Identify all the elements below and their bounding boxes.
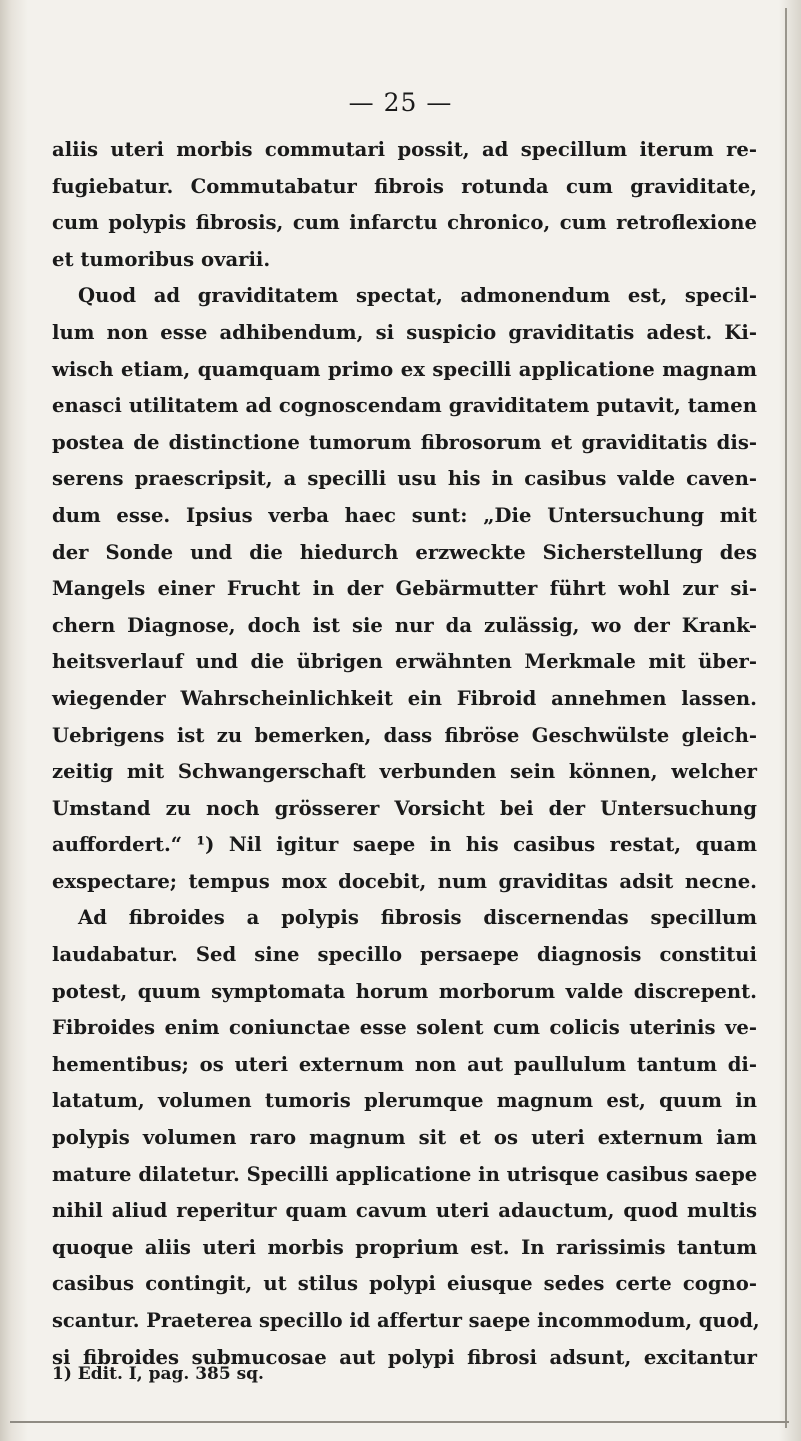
text-line: aliis uteri morbis commutari possit, ad specillum iterum re- [52, 138, 757, 161]
page-shadow-right [779, 0, 801, 1441]
page-edge-right [785, 8, 787, 1428]
text-line: heitsverlauf und die übrigen erwähnten Merkmale mit über- [52, 650, 757, 674]
page-number: — 25 — [348, 88, 453, 117]
text-line: exspectare; tempus mox docebit, num graviditas adsit necne. [52, 869, 757, 893]
text-line: casibus contingit, ut stilus polypi eiusque sedes certe cogno- [52, 1272, 757, 1296]
text-line: wisch etiam, quamquam primo ex specilli applicatione magnam [52, 357, 757, 381]
text-line: Uebrigens ist zu bemerken, dass fibröse Geschwülste gleich- [52, 723, 757, 747]
text-line: dum esse. Ipsius verba haec sunt: „Die Untersuchung mit [52, 503, 757, 527]
text-line: Quod ad graviditatem spectat, admonendum est, specil- [78, 284, 757, 308]
text-line: enasci utilitatem ad cognoscendam graviditatem putavit, tamen [52, 394, 757, 418]
text-line: fugiebatur. Commutabatur fibrois rotunda cum graviditate, [52, 174, 757, 198]
text-line: Umstand zu noch grösserer Vorsicht bei der Untersuchung [52, 796, 757, 820]
text-line: cum polypis fibrosis, cum infarctu chronico, cum retroflexione [52, 211, 757, 235]
text-line: quoque aliis uteri morbis proprium est. In rarissimis tantum [52, 1235, 757, 1259]
text-line: scantur. Praeterea specillo id affertur saepe incommodum, quod, [52, 1309, 760, 1332]
body-text [52, 132, 760, 1376]
text-line: nihil aliud reperitur quam cavum uteri adauctum, quod multis [52, 1199, 757, 1223]
text-line: laudabatur. Sed sine specillo persaepe diagnosis constitui [52, 943, 757, 967]
text-line: mature dilatetur. Specilli applicatione in utrisque casibus saepe [52, 1162, 758, 1186]
text-line: der Sonde und die hiedurch erzweckte Sicherstellung des [52, 540, 757, 564]
text-line: Mangels einer Frucht in der Gebärmutter führt wohl zur si- [52, 577, 757, 601]
text-line: auffordert.“ ¹) Nil igitur saepe in his casibus restat, quam [52, 833, 757, 857]
text-line: si fibroides submucosae aut polypi fibrosi adsunt, excitantur [52, 1345, 757, 1369]
text-line: Fibroides enim coniunctae esse solent cum colicis uterinis ve- [52, 1016, 757, 1040]
text-line: zeitig mit Schwangerschaft verbunden sein können, welcher [52, 760, 757, 784]
text-line: latatum, volumen tumoris plerumque magnum est, quum in [52, 1089, 757, 1113]
text-line: polypis volumen raro magnum sit et os uteri externum iam [52, 1126, 757, 1150]
text-line: et tumoribus ovarii. [52, 247, 271, 271]
text-line: serens praescripsit, a specilli usu his in casibus valde caven- [52, 467, 757, 491]
page-shadow-left [0, 0, 28, 1441]
text-line: chern Diagnose, doch ist sie nur da zulässig, wo der Krank- [52, 613, 757, 637]
text-line: Ad fibroides a polypis fibrosis discernendas specillum [78, 906, 757, 930]
text-line: postea de distinctione tumorum fibrosorum et graviditatis dis- [52, 430, 757, 454]
text-line: wiegender Wahrscheinlichkeit ein Fibroid annehmen lassen. [52, 686, 757, 710]
text-line: lum non esse adhibendum, si suspicio graviditatis adest. Ki- [52, 320, 757, 344]
footnote: 1) Edit. I, pag. 385 sq. [52, 1364, 264, 1384]
text-line: hementibus; os uteri externum non aut paullulum tantum di- [52, 1052, 757, 1076]
page-edge-bottom [10, 1421, 789, 1423]
text-line: potest, quum symptomata horum morborum valde discrepent. [52, 979, 757, 1003]
